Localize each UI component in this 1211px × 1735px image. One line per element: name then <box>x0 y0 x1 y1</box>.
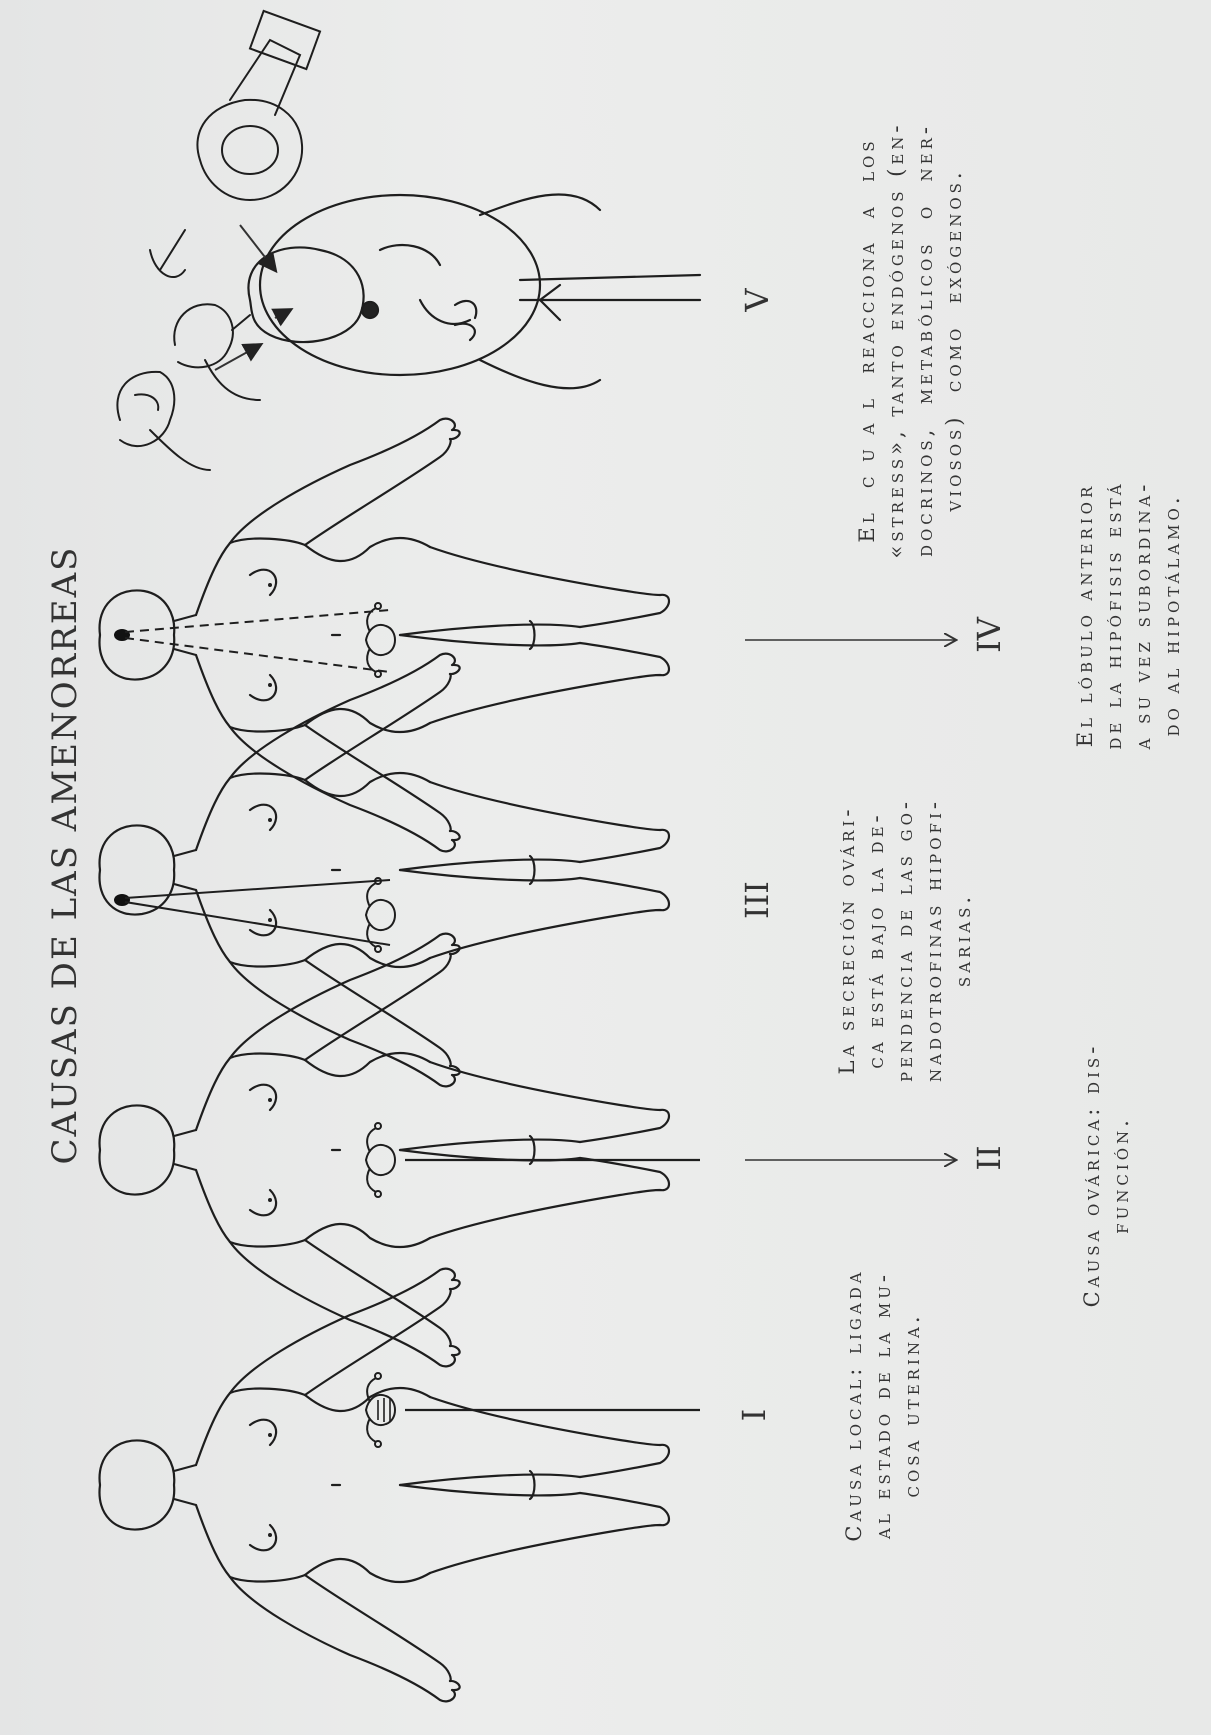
numeral-v: V <box>738 288 776 312</box>
female-figure-v <box>248 194 700 388</box>
caption-v: El c u a l reacciona a los «stress», tanto endógenos (en- docrinos, metabólicos o ner- viosos) como exógenos. <box>855 121 966 559</box>
female-figure-iv <box>99 419 669 852</box>
diagram-title: CAUSAS DE LAS AMENORREAS <box>45 545 85 1165</box>
numeral-ii: II <box>970 1145 1008 1171</box>
caption-iii: La secreción ovári- ca está bajo la de- pendencia de las go- nadotrofinas hipofi- sarias. <box>835 798 975 1082</box>
female-figure-iii <box>99 654 669 1087</box>
uterus-symbol-i <box>366 1373 395 1447</box>
exogenous-stress-icon <box>150 11 320 277</box>
uterus-symbol-ii <box>366 1123 395 1197</box>
numeral-iii: III <box>738 881 776 919</box>
caption-i: Causa local: ligada al estado de la mu- cosa uterina. <box>842 1268 924 1542</box>
caption-iv: El lóbulo anterior de la hipófisis está a su vez subordina- do al hipotálamo. <box>1073 480 1184 750</box>
pituitary-dot-iii <box>114 894 130 906</box>
numeral-iv: IV <box>970 617 1008 653</box>
stress-heads-icon <box>117 304 260 470</box>
uterus-symbol-iv <box>366 603 395 677</box>
arrow-icon <box>215 345 260 370</box>
caption-ii: Causa ovárica: dis- función. <box>1080 1042 1133 1308</box>
numeral-i: I <box>735 1408 773 1422</box>
